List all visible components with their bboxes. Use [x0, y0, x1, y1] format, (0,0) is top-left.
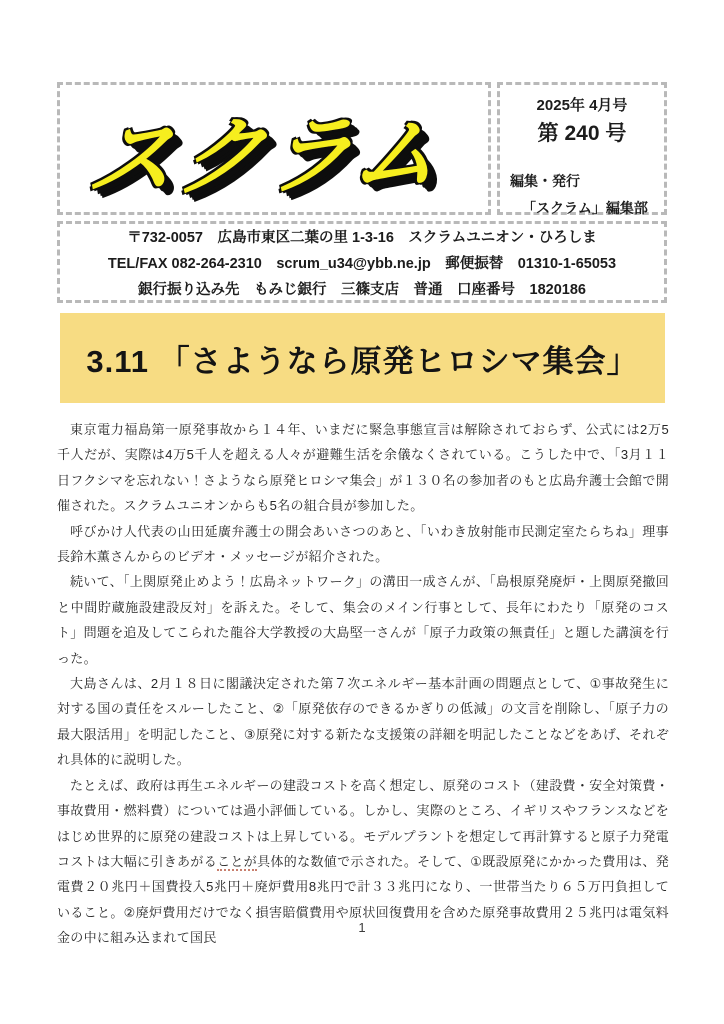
contact-bank: 銀行振り込み先 もみじ銀行 三篠支店 普通 口座番号 1820186 — [138, 281, 586, 298]
article-paragraph: たとえば、政府は再生エネルギーの建設コストを高く想定し、原発のコスト（建設費・安全対策費・事故費用・燃料費）については過小評価している。しかし、実際のところ、イギリスやフランスなどをはじめ世界的に原発の建設コストは上昇している。モデルプラントを想定して再計算すると原子力発電コストは大幅に引きあがることが具体的な数値で示された。そして、①既設原発にかかった費用は、発電費２０兆円＋国費投入5兆円＋廃炉費用8兆円で計３３兆円になり、一世帯当たり６５万円負担していること。②廃炉費用だけでなく損害賠償費用や原状回復費用を含めた原発事故費用２５兆円は電気料金の中に組み込まれて国民 — [57, 777, 669, 946]
article-body — [57, 417, 669, 951]
publisher-name: 「スクラム」編集部 — [522, 200, 648, 216]
publisher-label: 編集・発行 — [510, 173, 580, 189]
page-number: 1 — [358, 920, 366, 935]
proofing-underline: ことが — [217, 853, 258, 869]
article-paragraph: 東京電力福島第一原発事故から１４年、いまだに緊急事態宣言は解除されておらず、公式には2万5千人だが、実際は4万5千人を超える人々が避難生活を余儀なくされている。こうした中で、「3月１１日フクシマを忘れない！さようなら原発ヒロシマ集会」が１３０名の参加者のもと広島弁護士会館で開催された。スクラムユニオンからも5名の組合員が参加した。 — [57, 422, 669, 514]
article-headline: 3.11 「さようなら原発ヒロシマ集会」 — [86, 343, 639, 379]
contact-address: 〒732-0057 広島市東区二葉の里 1-3-16 スクラムユニオン・ひろしま — [127, 229, 597, 246]
contact-box — [57, 221, 667, 303]
article-paragraph: 呼びかけ人代表の山田延廣弁護士の開会あいさつのあと、「いわき放射能市民測定室たらちね」理事長鈴木薫さんからのビデオ・メッセージが紹介された。 — [57, 523, 669, 565]
headline-band — [60, 313, 665, 403]
contact-tel-email: TEL/FAX 082-264-2310 scrum_u34@ybb.ne.jp 郵便振替 01310-1-65053 — [107, 255, 617, 272]
newsletter-logo: スクラム — [81, 105, 450, 208]
issue-info-box — [497, 82, 667, 215]
issue-date: 2025年 4月号 — [536, 97, 628, 114]
masthead — [57, 82, 667, 215]
article-paragraph: 大島さんは、2月１８日に閣議決定された第７次エネルギー基本計画の問題点として、①事故発生に対する国の責任をスルーしたこと、②「原発依存のできるかぎりの低減」の文言を削除し、「原子力の最大限活用」を明記したこと、③原発に対する新たな支援策の詳細を明記したことなどをあげ、それぞれ具体的に説明した。 — [57, 676, 669, 768]
logo-box — [57, 82, 491, 215]
issue-number: 第 240 号 — [537, 122, 627, 145]
article-paragraph: 続いて、「上関原発止めよう！広島ネットワーク」の溝田一成さんが、「島根原発廃炉・上関原発撤回と中間貯蔵施設建設反対」を訴えた。そして、集会のメイン行事として、長年にわたり「原発のコスト」問題を追及してこられた龍谷大学教授の大島堅一さんが「原子力政策の無責任」と題した講演を行った。 — [57, 574, 669, 666]
